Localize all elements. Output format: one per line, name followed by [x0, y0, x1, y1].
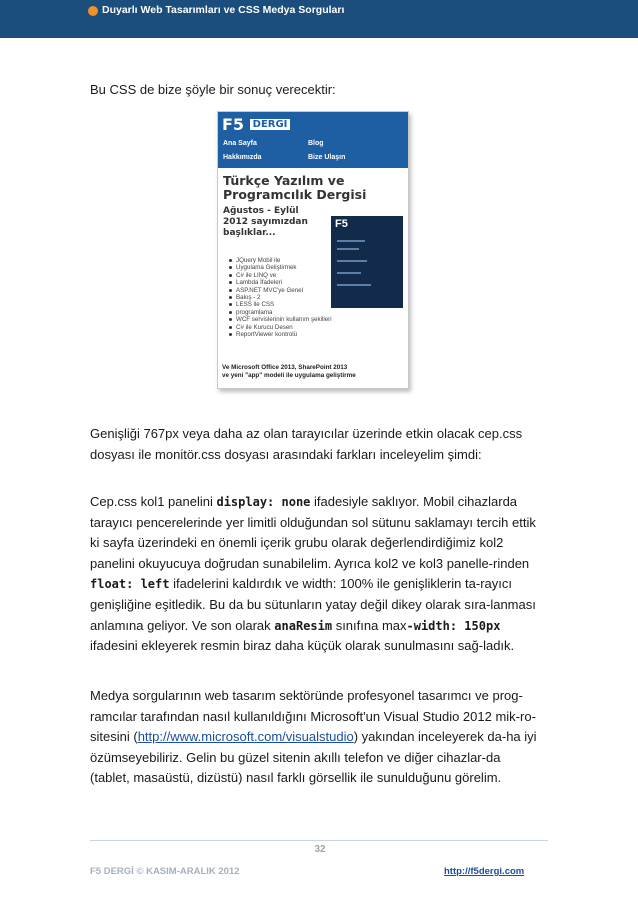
list-item: programlama: [228, 309, 388, 316]
list-item: C# ile LINQ ve: [228, 272, 388, 279]
list-item: LESS ile CSS: [228, 301, 388, 308]
screenshot-nav-about: Hakkımızda: [223, 154, 262, 161]
magazine-logo: F5: [335, 218, 348, 230]
cover-line: [337, 240, 365, 242]
screenshot-subheading: Ağustos - Eylül 2012 sayımızdan başlıklar...: [223, 206, 308, 238]
screenshot-header: [218, 112, 408, 168]
code-float-left: float: left: [90, 577, 170, 592]
list-item: Uygulama Geliştirmek: [228, 264, 388, 271]
list-item: Lambda İfadeleri: [228, 279, 388, 286]
screenshot-logo: [222, 115, 290, 134]
screenshot-nav-contact: Bize Ulaşın: [308, 154, 346, 161]
cover-line: [337, 248, 359, 250]
screenshot-footer-text: Ve Microsoft Office 2013, SharePoint 2013 ve yeni "app" modeli ile uygulama geliştirme: [222, 364, 356, 379]
code-anaresim: anaResim: [274, 618, 333, 633]
bullet-dot-icon: [88, 6, 98, 16]
list-item: Bakış - 2: [228, 294, 388, 301]
paragraph-1: Genişliği 767px veya daha az olan tarayıcılar üzerinde etkin olacak cep.css dosyası ile monitör.css dosyası arasındaki farkları inceleyelim şimdi:: [90, 426, 523, 462]
intro-text: Bu CSS de bize şöyle bir sonuç verecektir:: [90, 82, 336, 97]
paragraph-3: Medya sorgularının web tasarım sektöründe profesyonel tasarımcı ve prog-ramcılar tarafından nasıl kullanıldığını Microsoft'un Visual Studio 2012 mik-ro-sitesini (http://www.microsoft.com/visualstudio) yakından inceleyerek da-ha iyi özümseyebiliriz. Gelin bu güzel sitenin akıllı telefon ve diğer cihazlar-da (tablet, masaüstü, dizüstü) nasıl farklı görsellik ile sunulduğunu görelim.: [90, 688, 537, 786]
footer-copyright: F5 DERGİ © KASIM-ARALIK 2012: [90, 866, 240, 877]
footer-divider: [90, 840, 548, 841]
screenshot-heading: Türkçe Yazılım ve Programcılık Dergisi: [223, 173, 367, 202]
visualstudio-link[interactable]: http://www.microsoft.com/visualstudio: [137, 729, 354, 745]
screenshot-nav-blog: Blog: [308, 140, 324, 147]
screenshot-logo-badge: DERGİ: [250, 119, 291, 130]
footer-site-link[interactable]: http://f5dergi.com: [444, 866, 525, 877]
list-item: WCF servislerinin kullanım şekilleri: [228, 316, 388, 323]
page-number: 32: [314, 844, 326, 855]
list-item: ASP.NET MVC'ye Genel: [228, 287, 388, 294]
list-item: JQuery Mobil ile: [228, 257, 388, 264]
screenshot-logo-main: F5: [222, 115, 245, 134]
header-title: Duyarlı Web Tasarımları ve CSS Medya Sorguları: [102, 4, 345, 16]
header-bar: [0, 0, 638, 38]
list-item: C# ile Kurucu Desen: [228, 324, 388, 331]
screenshot-article-list: [228, 257, 388, 338]
list-item: ReportViewer kontrolü: [228, 331, 388, 338]
code-display-none: display: none: [216, 495, 311, 509]
paragraph-2: Cep.css kol1 panelini display: none ifadesiyle saklıyor. Mobil cihazlarda tarayıcı pencerelerinde yer limitli olduğundan sol sütunu saklamayı tercih ettik ki sayfa üzerindeki en önemli içerik grubu olarak değerlendirdiğimiz kol2 panelini okuyucuya doğrudan sunabilelim. Ayrıca kol2 ve kol3 panelle-rinden float: left ifadelerini kaldırdık ve width: 100% ile genişliklerin ta-rayıcı genişliğine eşitledik. Bu da bu sütunların yatay değil dikey olarak sıra-lanması anlamına geliyor. Ve son olarak anaResim sınıfına max-width: 150px ifadesini ekleyerek resmin biraz daha küçük olarak sunulmasını sağ-ladık.: [90, 494, 536, 654]
website-screenshot: [217, 111, 409, 389]
code-max-width: -width: 150px: [406, 618, 501, 633]
screenshot-nav-home: Ana Sayfa: [223, 140, 257, 147]
